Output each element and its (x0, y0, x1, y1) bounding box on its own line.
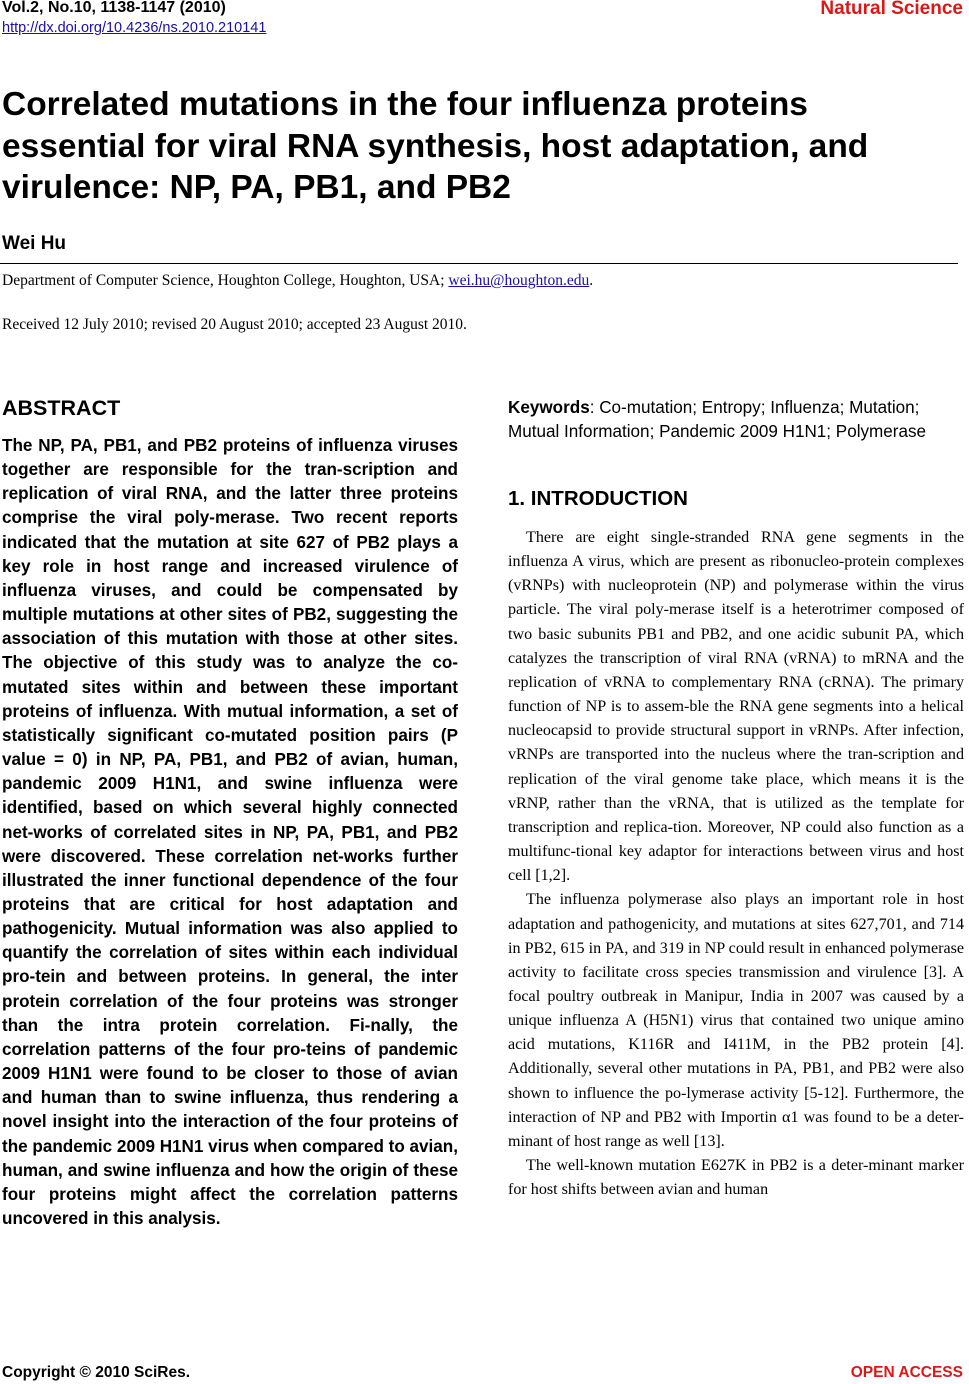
introduction-heading: 1. INTRODUCTION (508, 487, 688, 510)
keywords-label: Keywords (508, 398, 590, 417)
affiliation-end: . (589, 272, 594, 289)
introduction-paragraph: The influenza polymerase also plays an important role in host adaptation and pathogenicity, and mutations at sites 627,701, and 714 in PB2, 615 in PA, and 319 in NP could result in enhanced polymerase activity to facilitate cross species transmission and virulence [3]. A focal poultry outbreak in Manipur, India in 2007 was caused by a unique influenza A (H5N1) virus that contained two unique amino acid mutations, K116R and I411M, in the PB2 protein [4]. Additionally, several other mutations in PA, PB1, and PB2 were also shown to influence the po-lymerase activity [5-12]. Furthermore, the interaction of NP and PB2 with Importin α1 was found to be a deter-minant of host range as well [13]. (508, 891, 964, 1150)
keywords-text: : Co-mutation; Entropy; Influenza; Mutation; Mutual Information; Pandemic 2009 H1N1; Polymerase (508, 398, 927, 441)
affiliation-text: Department of Computer Science, Houghton College, Houghton, USA; (2, 272, 449, 289)
open-access-label: OPEN ACCESS (850, 1364, 963, 1381)
paper-title: Correlated mutations in the four influenza proteins essential for viral RNA synthesis, host adaptation, and virulence: NP, PA, PB1, and PB2 (2, 86, 869, 206)
copyright-notice: Copyright © 2010 SciRes. (2, 1364, 191, 1381)
abstract-heading: ABSTRACT (2, 396, 121, 420)
journal-brand: Natural Science (820, 0, 963, 19)
journal-reference: Vol.2, No.10, 1138-1147 (2010) (2, 0, 226, 16)
received-dates: Received 12 July 2010; revised 20 August 2010; accepted 23 August 2010. (2, 316, 467, 333)
author-name: Wei Hu (2, 233, 67, 254)
doi-link[interactable]: http://dx.doi.org/10.4236/ns.2010.210141 (2, 20, 267, 36)
affiliation (2, 272, 593, 290)
header-divider (0, 263, 958, 264)
abstract-body: The NP, PA, PB1, and PB2 proteins of influenza viruses together are responsible for the tran-scription and replication of viral RNA, and the latter three proteins comprise the viral poly-merase. Two recent reports indicated that the mutation at site 627 of PB2 plays a key role in host range and increased virulence of influenza viruses, and could be compensated by multiple mutations at other sites of PB2, suggesting the association of this mutation with those at other sites. The objective of this study was to analyze the co-mutated sites within and between these important proteins of influenza. With mutual information, a set of statistically significant co-mutated position pairs (P value = 0) in NP, PA, PB1, and PB2 of avian, human, pandemic 2009 H1N1, and swine influenza were identified, based on which several highly connected net-works of correlated sites in NP, PA, PB1, and PB2 were discovered. These correlation net-works further illustrated the inner functional dependence of the four proteins that are critical for host adaptation and pathogenicity. Mutual information was also applied to quantify the correlation of sites within each individual pro-tein and between proteins. In general, the inter protein correlation of the four proteins was stronger than the intra protein correlation. Fi-nally, the correlation patterns of the four pro-teins of pandemic 2009 H1N1 were found to be closer to those of avian and human than to swine influenza, thus rendering a novel insight into the interaction of the four proteins of the pandemic 2009 H1N1 virus when compared to avian, human, and swine influenza and how the origin of these four proteins might affect the correlation patterns uncovered in this analysis. (2, 436, 458, 1228)
author-email-link[interactable]: wei.hu@houghton.edu (448, 272, 590, 289)
keywords (508, 396, 969, 443)
introduction-body (508, 526, 964, 1202)
introduction-paragraph: The well-known mutation E627K in PB2 is a deter-minant marker for host shifts between avian and human (508, 1157, 964, 1199)
introduction-paragraph: There are eight single-stranded RNA gene segments in the influenza A virus, which are present as ribonucleo-protein complexes (vRNPs) with nucleoprotein (NP) and polymerase within the virus particle. The viral poly-merase itself is a heterotrimer composed of two basic subunits PB1 and PB2, and one acidic subunit PA, which catalyzes the transcription of viral RNA (vRNA) to mRNA and the replication of vRNA to complementary RNA (cRNA). The primary function of NP is to assem-ble the RNA gene segments into a helical nucleocapsid to provide structural support in vRNPs. After infection, vRNPs are transported into the nucleus where the tran-scription and replication of the viral genome take place, which means it is the vRNP, rather than the vRNA, that is utilized as the template for transcription and replica-tion. Moreover, NP could also function as a multifunc-tional key adaptor for interactions between virus and host cell [1,2]. (508, 529, 964, 885)
